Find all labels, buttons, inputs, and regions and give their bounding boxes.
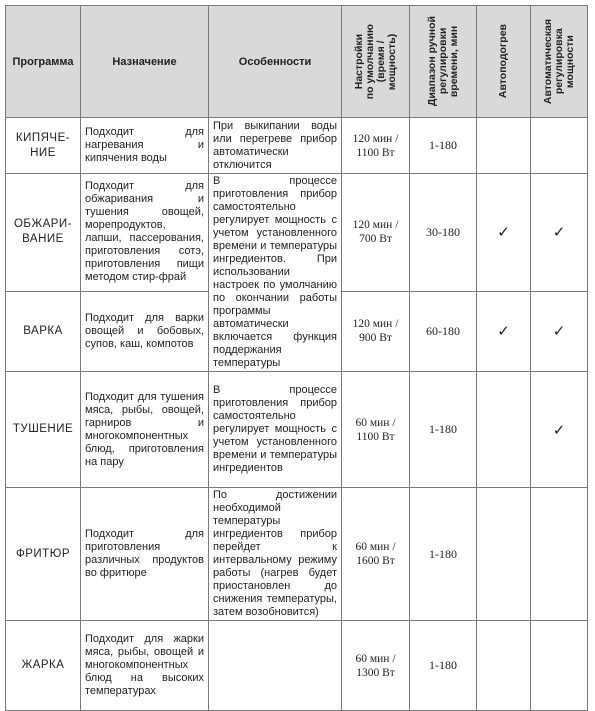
text-line: времени, мин <box>447 25 460 98</box>
autoheat-cell <box>477 621 531 711</box>
settings-cell <box>342 118 410 174</box>
header-range <box>410 6 477 118</box>
program-cell <box>6 174 81 292</box>
features-cell: По достижении необходимой температуры ингредиентов прибор перейдет к интервальному режиму работы (нагрев будет приостановлен до снижения температуры, затем возобновится) <box>209 488 342 621</box>
purpose-cell: Подходит для нагревания и кипячения воды <box>81 118 209 174</box>
text-line: 60 мин / <box>355 416 396 429</box>
features-cell: При выкипании воды или перегреве прибор автоматически отключится <box>209 118 342 174</box>
table-row <box>6 174 588 292</box>
header-autopower <box>531 6 588 118</box>
range-cell: 1-180 <box>410 488 477 621</box>
table-row <box>6 488 588 621</box>
programs-table <box>5 5 588 711</box>
autopower-cell <box>531 118 588 174</box>
header-row <box>6 6 588 118</box>
header-purpose: Назначение <box>81 6 209 118</box>
purpose-cell: Подходит для обжаривания и тушения овощей, морепродуктов, лапши, пассерования, приготовления сотэ, приготовления пищи методом стир-фрай <box>81 174 209 292</box>
range-cell: 30-180 <box>410 174 477 292</box>
text-line: 120 мин / <box>352 318 399 331</box>
check-icon: ✓ <box>552 224 566 242</box>
range-cell: 1-180 <box>410 621 477 711</box>
autopower-cell <box>531 174 588 292</box>
text-line: регулировка <box>552 28 565 95</box>
range-cell: 1-180 <box>410 372 477 488</box>
text-line: по умолчанию <box>363 23 376 100</box>
check-icon: ✓ <box>497 224 510 242</box>
text-line: регулировки <box>436 28 449 95</box>
text-line: ВАНИЕ <box>22 233 64 246</box>
text-line: НИЕ <box>30 146 56 159</box>
text-line: ВАРКА <box>23 324 63 337</box>
autoheat-cell <box>477 118 531 174</box>
check-icon: ✓ <box>552 323 566 341</box>
purpose-cell: Подходит для приготовления различных продуктов во фритюре <box>81 488 209 621</box>
text-line: КИПЯЧЕ- <box>15 131 71 144</box>
text-line: 120 мин / <box>352 219 399 232</box>
check-icon: ✓ <box>552 421 566 439</box>
header-program: Программа <box>6 6 81 118</box>
purpose-cell: Подходит для варки овощей и бобовых, супов, каш, компотов <box>81 291 209 371</box>
text-line: 1100 Вт <box>356 430 395 443</box>
range-cell: 1-180 <box>410 118 477 174</box>
features-cell: В процессе приготовления прибор самостоятельно регулирует мощность с учетом установленного времени и температуры ингредиентов. При использовании настроек по умолчанию по окончании работы программы автоматически включается функция поддержания температуры <box>209 174 342 372</box>
text-line: Диапазон ручной <box>425 16 438 107</box>
text-line: 60 мин / <box>355 541 396 553</box>
text-line: мощность) <box>385 33 398 90</box>
purpose-cell: Подходит для жарки мяса, рыбы, овощей и многокомпонентных блюд на высоких температурах <box>81 621 209 711</box>
table-row <box>6 372 588 488</box>
autopower-cell <box>531 291 588 371</box>
settings-cell <box>342 174 410 292</box>
text-line: Автоматическая <box>541 18 554 105</box>
text-line: ЖАРКА <box>21 659 65 671</box>
text-line: 60 мин / <box>355 652 396 665</box>
text-line: 1100 Вт <box>356 146 395 159</box>
autopower-cell <box>531 621 588 711</box>
text-line: 900 Вт <box>359 332 392 345</box>
header-autoheat <box>477 6 531 118</box>
text-line: 1600 Вт <box>356 555 395 567</box>
text-line: (время / <box>374 40 387 83</box>
program-cell <box>6 291 81 371</box>
table-row <box>6 118 588 174</box>
features-cell <box>209 621 342 711</box>
autoheat-cell <box>477 488 531 621</box>
features-cell: В процессе приготовления прибор самостоятельно регулирует мощность с учетом установленного времени и температуры ингредиентов <box>209 372 342 488</box>
table-row <box>6 621 588 711</box>
autoheat-cell <box>477 174 531 292</box>
text-line: 1300 Вт <box>356 666 395 679</box>
autopower-cell <box>531 372 588 488</box>
header-features: Особенности <box>209 6 342 118</box>
text-line: Настройки <box>352 33 365 90</box>
autoheat-cell <box>477 372 531 488</box>
settings-cell <box>342 372 410 488</box>
text-line: ТУШЕНИЕ <box>12 423 74 435</box>
text-line: Автоподогрев <box>497 24 509 99</box>
program-cell <box>6 118 81 174</box>
header-settings <box>342 6 410 118</box>
text-line: мощности <box>563 35 576 88</box>
text-line: ФРИТЮР <box>16 547 70 560</box>
autopower-cell <box>531 488 588 621</box>
range-cell: 60-180 <box>410 291 477 371</box>
check-icon: ✓ <box>497 323 510 341</box>
settings-cell <box>342 621 410 711</box>
program-cell <box>6 372 81 488</box>
settings-cell <box>342 291 410 371</box>
settings-cell <box>342 488 410 621</box>
text-line: 700 Вт <box>359 233 392 246</box>
autoheat-cell <box>477 291 531 371</box>
text-line: 120 мин / <box>352 132 399 145</box>
program-cell <box>6 621 81 711</box>
program-cell <box>6 488 81 621</box>
purpose-cell: Подходит для тушения мяса, рыбы, овощей, гарниров и многокомпонентных блюд, приготовления на пару <box>81 372 209 488</box>
text-line: ОБЖАРИ- <box>13 218 73 231</box>
